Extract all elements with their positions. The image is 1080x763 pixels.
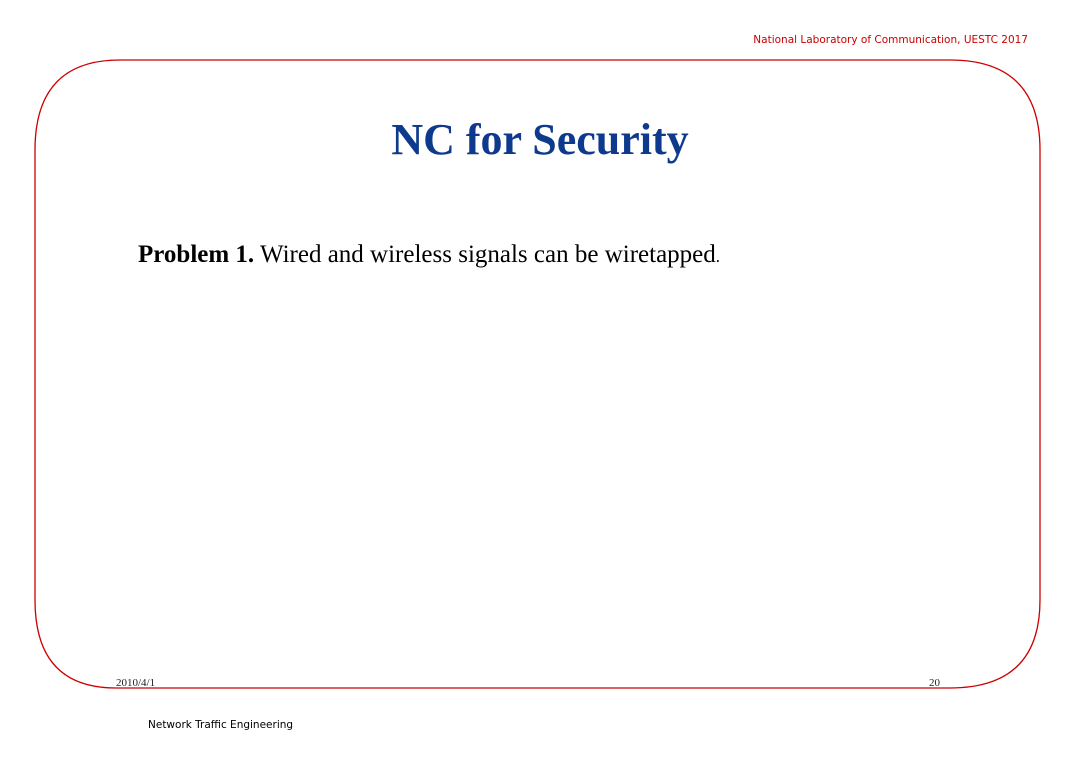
problem-label: Problem 1.	[138, 241, 255, 268]
problem-period: .	[715, 247, 721, 266]
slide-title: NC for Security	[391, 115, 689, 164]
page-number: 20	[929, 677, 940, 689]
header-credit: National Laboratory of Communication, UESTC 2017	[753, 34, 1028, 46]
footer-course-name: Network Traffic Engineering	[148, 719, 294, 731]
problem-text: Wired and wireless signals can be wiretapped	[254, 241, 716, 268]
problem-statement	[138, 240, 720, 270]
footer-date: 2010/4/1	[116, 677, 156, 689]
